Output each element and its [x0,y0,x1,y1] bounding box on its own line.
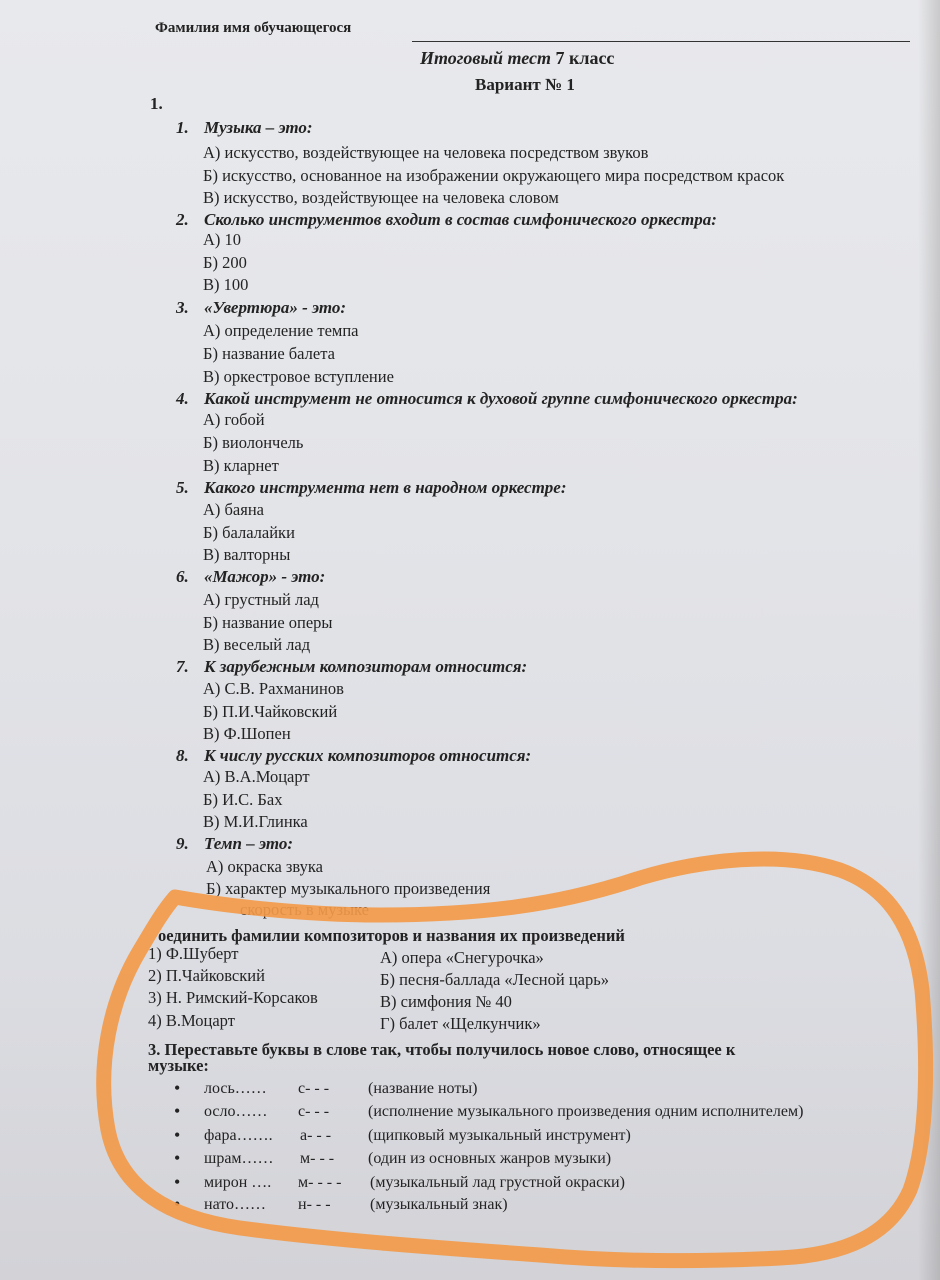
question-8-option-a: А) В.А.Моцарт [203,767,310,786]
bullet-icon: • [174,1078,181,1098]
composer-2: 2) П.Чайковский [148,966,265,985]
question-3: 3. «Увертюра» - это: [176,298,347,317]
work-a: А) опера «Снегурочка» [380,948,544,967]
anagram-pattern-4: м- - - [300,1150,335,1167]
anagram-hint-4: (один из основных жанров музыки) [368,1150,612,1167]
anagram-word-6: нато…… [204,1196,267,1213]
question-5-option-c: В) валторны [203,545,291,564]
question-4: 4. Какой инструмент не относится к духовой группе симфонического оркестра: [176,389,798,408]
question-5-option-b: Б) балалайки [203,523,295,542]
anagram-hint-5: (музыкальный лад грустной окраски) [370,1174,625,1191]
anagram-word-1: лось…… [204,1080,267,1097]
question-3-option-b: Б) название балета [203,344,335,363]
question-6-option-b: Б) название оперы [203,613,333,632]
composer-4: 4) В.Моцарт [148,1011,235,1030]
part2-heading: оединить фамилии композиторов и названия их произведений [158,926,625,945]
question-8-option-c: В) М.И.Глинка [203,812,308,831]
question-5-option-a: А) баяна [203,500,264,519]
variant-label: Вариант № 1 [475,75,575,94]
anagram-word-5: мирон …. [204,1174,272,1191]
question-3-option-c: В) оркестровое вступление [203,367,394,386]
question-1-option-c: В) искусство, воздействующее на человека словом [203,188,559,207]
question-4-option-b: Б) виолончель [203,433,304,452]
part1-number: 1. [150,94,163,113]
question-9: 9. Темп – это: [176,834,293,853]
question-3-option-a: А) определение темпа [203,321,359,340]
question-7: 7. К зарубежным композиторам относится: [176,657,528,676]
question-6-option-c: В) веселый лад [203,635,311,654]
anagram-word-3: фара……. [204,1127,273,1144]
bullet-icon: • [174,1125,181,1145]
bullet-icon: • [174,1172,181,1192]
anagram-pattern-1: с- - - [298,1080,330,1097]
question-4-option-c: В) кларнет [203,456,279,475]
question-7-option-b: Б) П.И.Чайковский [203,702,338,721]
anagram-hint-3: (щипковый музыкальный инструмент) [368,1127,631,1144]
anagram-word-4: шрам…… [204,1150,274,1167]
question-6: 6. «Мажор» - это: [176,567,326,586]
test-title-grade: 7 класс [555,48,615,68]
question-2-option-a: А) 10 [203,230,242,249]
question-9-option-a: А) окраска звука [206,857,323,876]
anagram-pattern-3: а- - - [300,1127,332,1144]
part3-heading-line2: музыке: [148,1056,209,1075]
work-d: Г) балет «Щелкунчик» [380,1014,541,1033]
question-1: 1. Музыка – это: [176,118,313,137]
question-8-option-b: Б) И.С. Бах [203,790,283,809]
bullet-icon: • [174,1101,181,1121]
work-c: В) симфония № 40 [380,992,512,1011]
bullet-icon: • [174,1148,181,1168]
test-title-main: Итоговый тест [420,48,551,68]
anagram-pattern-6: н- - - [298,1196,331,1213]
question-1-option-a: А) искусство, воздействующее на человека посредством звуков [203,143,649,162]
composer-1: 1) Ф.Шуберт [148,944,239,963]
anagram-hint-6: (музыкальный знак) [370,1196,508,1213]
question-4-option-a: А) гобой [203,410,265,429]
question-5: 5. Какого инструмента нет в народном оркестре: [176,478,567,497]
anagram-pattern-5: м- - - - [298,1174,342,1191]
part3-heading-line1: 3. Переставьте буквы в слове так, чтобы получилось новое слово, относящее к [148,1040,736,1059]
question-9-option-b: Б) характер музыкального произведения [206,879,491,898]
question-2-option-b: Б) 200 [203,253,247,272]
question-1-option-b: Б) искусство, основанное на изображении окружающего мира посредством красок [203,166,785,185]
question-7-option-c: В) Ф.Шопен [203,724,291,743]
anagram-hint-1: (название ноты) [368,1080,478,1097]
question-2: 2. Сколько инструментов входит в состав симфонического оркестра: [176,210,717,229]
student-name-label: Фамилия имя обучающегося [155,20,352,36]
question-9-option-c: скорость в музыке [240,900,369,919]
question-7-option-a: А) С.В. Рахманинов [203,679,344,698]
bullet-icon: • [174,1194,181,1214]
question-6-option-a: А) грустный лад [203,590,319,609]
work-b: Б) песня-баллада «Лесной царь» [380,970,609,989]
anagram-word-2: осло…… [204,1103,268,1120]
question-8: 8. К числу русских композиторов относится: [176,746,532,765]
anagram-pattern-2: с- - - [298,1103,330,1120]
anagram-hint-2: (исполнение музыкального произведения одним исполнителем) [368,1103,804,1120]
question-2-option-c: В) 100 [203,275,249,294]
composer-3: 3) Н. Римский-Корсаков [148,988,318,1007]
